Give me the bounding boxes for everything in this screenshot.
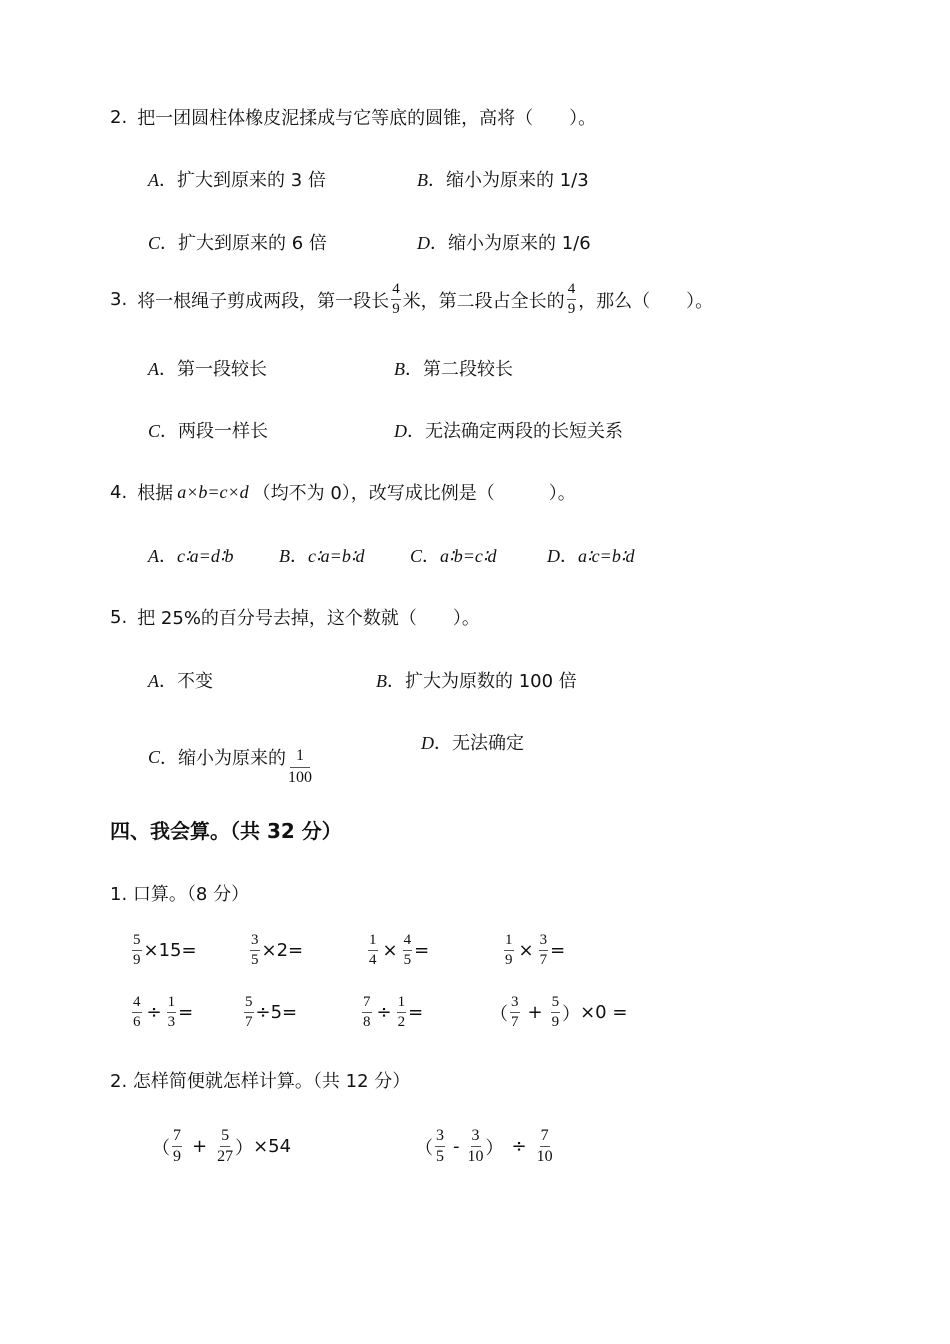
question-2 bbox=[110, 104, 596, 130]
fraction bbox=[217, 1128, 233, 1165]
numerator: 1 bbox=[167, 995, 177, 1013]
denominator: 5 bbox=[251, 952, 259, 968]
oral-item bbox=[130, 933, 197, 968]
option-text: c∶a=d∶b bbox=[177, 546, 234, 566]
subsection-title: 1. 口算。（8 分） bbox=[110, 884, 250, 905]
expression-tail: ×0 = bbox=[580, 1002, 628, 1023]
subsection-title: 2. 怎样简便就怎样计算。（共 12 分） bbox=[110, 1071, 411, 1092]
denominator: 7 bbox=[511, 1014, 519, 1030]
calc-expression-2 bbox=[415, 1128, 555, 1165]
oral-item bbox=[366, 933, 429, 968]
fraction bbox=[132, 995, 142, 1030]
denominator: 6 bbox=[133, 1014, 141, 1030]
numerator: 7 bbox=[172, 1128, 182, 1147]
denominator: 4 bbox=[369, 952, 377, 968]
numerator: 1 bbox=[368, 933, 378, 951]
fraction bbox=[391, 282, 401, 317]
question-number: 3. bbox=[110, 289, 128, 310]
question-number: 2. bbox=[110, 106, 128, 128]
question-5 bbox=[110, 604, 480, 630]
option-c[interactable]: C．a∶b=c∶d bbox=[410, 546, 497, 567]
close-paren: ） bbox=[485, 1137, 504, 1159]
denominator: 3 bbox=[167, 1014, 176, 1030]
option-letter: B bbox=[417, 170, 428, 190]
fraction bbox=[539, 933, 549, 968]
fraction bbox=[504, 933, 514, 968]
option-d[interactable]: D．a∶c=b∶d bbox=[547, 546, 635, 567]
denominator: 9 bbox=[173, 1148, 181, 1165]
fraction bbox=[167, 995, 177, 1030]
option-letter: A bbox=[148, 170, 159, 190]
fraction bbox=[403, 933, 413, 968]
operator: × bbox=[518, 940, 534, 961]
oral-item bbox=[360, 995, 423, 1030]
open-paren: （ bbox=[152, 1137, 170, 1159]
operator: ÷ bbox=[511, 1136, 527, 1157]
fraction bbox=[510, 995, 520, 1030]
expression-tail: = bbox=[178, 1002, 194, 1023]
option-b[interactable]: B．第二段较长 bbox=[394, 359, 513, 380]
option-text: 无法确定 bbox=[452, 733, 524, 754]
section-heading: 四、我会算。（共 32 分） bbox=[110, 819, 342, 843]
question-3 bbox=[110, 282, 713, 317]
question-text: （均不为 0），改写成比例是（ ）。 bbox=[252, 483, 576, 504]
option-text: 扩大到原来的 6 倍 bbox=[178, 233, 327, 254]
close-paren: ） bbox=[235, 1137, 254, 1159]
option-a[interactable]: A．c∶a=d∶b bbox=[148, 546, 234, 567]
option-letter: D bbox=[417, 233, 430, 253]
denominator: 7 bbox=[539, 952, 548, 968]
open-paren: （ bbox=[415, 1137, 433, 1159]
numerator: 1 bbox=[397, 995, 407, 1013]
fraction bbox=[132, 933, 142, 968]
question-text: 把一团圆柱体橡皮泥揉成与它等底的圆锥，高将（ ）。 bbox=[137, 108, 597, 129]
numerator: 5 bbox=[220, 1128, 230, 1147]
option-letter: A bbox=[148, 671, 159, 691]
fraction bbox=[567, 282, 577, 317]
denominator: 5 bbox=[436, 1148, 444, 1165]
option-letter: B bbox=[279, 546, 290, 566]
fraction bbox=[435, 1128, 445, 1165]
question-number: 5. bbox=[110, 606, 128, 628]
denominator: 27 bbox=[217, 1148, 234, 1165]
denominator: 9 bbox=[551, 1014, 560, 1030]
option-text: 无法确定两段的长短关系 bbox=[425, 421, 623, 442]
option-text: 缩小为原来的 bbox=[178, 748, 287, 769]
numerator: 1 bbox=[504, 933, 514, 951]
option-text: 第二段较长 bbox=[423, 359, 513, 380]
numerator: 3 bbox=[471, 1128, 481, 1147]
fraction bbox=[468, 1128, 484, 1165]
option-letter: D bbox=[394, 421, 407, 441]
close-paren: ） bbox=[562, 1003, 581, 1025]
denominator: 100 bbox=[288, 769, 313, 786]
option-letter: C bbox=[148, 746, 161, 767]
open-paren: （ bbox=[490, 1003, 508, 1025]
numerator: 3 bbox=[510, 995, 520, 1013]
denominator: 9 bbox=[133, 952, 141, 968]
denominator: 9 bbox=[567, 301, 576, 317]
operator: ÷ bbox=[146, 1002, 162, 1023]
expression-tail: ÷5= bbox=[255, 1002, 298, 1023]
question-text: 根据 bbox=[137, 483, 174, 504]
option-letter: C bbox=[410, 546, 423, 566]
numerator: 3 bbox=[435, 1128, 445, 1147]
expression-tail: = bbox=[408, 1002, 424, 1023]
option-text: 不变 bbox=[177, 671, 213, 692]
fraction bbox=[368, 933, 378, 968]
operator: - bbox=[453, 1136, 460, 1157]
option-text: 第一段较长 bbox=[177, 359, 267, 380]
option-b[interactable]: B．c∶a=b∶d bbox=[279, 546, 365, 567]
option-text: 扩大为原数的 100 倍 bbox=[405, 671, 577, 692]
denominator: 10 bbox=[536, 1148, 553, 1165]
question-text: ，那么（ ）。 bbox=[578, 290, 714, 312]
numerator: 4 bbox=[403, 933, 413, 951]
expression-tail: = bbox=[550, 940, 566, 961]
option-letter: C bbox=[148, 421, 161, 441]
option-a[interactable]: A．不变 bbox=[148, 671, 213, 692]
option-a[interactable]: A．第一段较长 bbox=[148, 359, 267, 380]
denominator: 5 bbox=[403, 952, 412, 968]
expression-tail: ×15= bbox=[143, 940, 197, 961]
numerator: 7 bbox=[540, 1128, 550, 1147]
fraction bbox=[397, 995, 407, 1030]
numerator: 7 bbox=[362, 995, 372, 1013]
fraction bbox=[244, 995, 254, 1030]
fraction bbox=[172, 1128, 182, 1165]
fraction bbox=[288, 748, 312, 786]
denominator: 8 bbox=[363, 1014, 371, 1030]
option-text: a∶b=c∶d bbox=[440, 546, 497, 566]
question-text: 将一根绳子剪成两段，第一段长 bbox=[137, 290, 390, 312]
expression-tail: = bbox=[414, 940, 430, 961]
operator: + bbox=[527, 1002, 543, 1023]
denominator: 9 bbox=[505, 952, 513, 968]
numerator: 4 bbox=[132, 995, 142, 1013]
option-text: 扩大到原来的 3 倍 bbox=[177, 170, 326, 191]
option-text: c∶a=b∶d bbox=[308, 546, 365, 566]
operator: × bbox=[382, 940, 398, 961]
denominator: 2 bbox=[397, 1014, 406, 1030]
numerator: 5 bbox=[132, 933, 142, 951]
option-letter: C bbox=[148, 233, 161, 253]
option-letter: D bbox=[547, 546, 560, 566]
formula: a×b=c×d bbox=[177, 481, 249, 502]
oral-item bbox=[502, 933, 565, 968]
option-letter: B bbox=[394, 359, 405, 379]
option-c[interactable]: C．扩大到原来的 6 倍 bbox=[148, 233, 327, 254]
option-d[interactable]: D．无法确定两段的长短关系 bbox=[394, 421, 623, 442]
fraction bbox=[551, 995, 561, 1030]
operator: ÷ bbox=[376, 1002, 392, 1023]
numerator: 4 bbox=[391, 282, 401, 300]
numerator: 3 bbox=[539, 933, 549, 951]
option-letter: B bbox=[376, 671, 387, 691]
operator: + bbox=[192, 1136, 208, 1157]
calc-expression-1 bbox=[152, 1128, 291, 1165]
numerator: 4 bbox=[567, 282, 577, 300]
oral-item bbox=[242, 995, 297, 1030]
option-text: a∶c=b∶d bbox=[578, 546, 635, 566]
numerator: 1 bbox=[290, 748, 310, 768]
numerator: 3 bbox=[250, 933, 260, 951]
fraction bbox=[250, 933, 260, 968]
question-text: 米，第二段占全长的 bbox=[402, 290, 565, 312]
option-letter: D bbox=[421, 733, 434, 753]
numerator: 5 bbox=[244, 995, 254, 1013]
question-text: 把 25%的百分号去掉，这个数就（ ）。 bbox=[137, 608, 480, 629]
option-d[interactable]: D．缩小为原来的 1/6 bbox=[417, 233, 591, 254]
option-text: 缩小为原来的 1/3 bbox=[446, 170, 589, 191]
oral-item bbox=[130, 995, 193, 1030]
fraction bbox=[537, 1128, 553, 1165]
option-c[interactable]: C ． 缩小为原来的 $\frac{1}{100}$ bbox=[148, 728, 314, 786]
fraction bbox=[362, 995, 372, 1030]
oral-item bbox=[248, 933, 303, 968]
expression-tail: ×2= bbox=[261, 940, 304, 961]
option-b[interactable]: B．缩小为原来的 1/3 bbox=[417, 170, 589, 191]
oral-item bbox=[490, 995, 627, 1030]
option-d[interactable]: D．无法确定 bbox=[421, 733, 524, 754]
question-4 bbox=[110, 479, 576, 505]
option-letter: A bbox=[148, 359, 159, 379]
denominator: 10 bbox=[467, 1148, 484, 1165]
expression-tail: ×54 bbox=[253, 1136, 292, 1157]
option-text: 两段一样长 bbox=[178, 421, 269, 442]
option-letter: A bbox=[148, 546, 159, 566]
numerator: 5 bbox=[551, 995, 561, 1013]
denominator: 7 bbox=[245, 1014, 253, 1030]
option-text: 缩小为原来的 1/6 bbox=[448, 233, 591, 254]
question-number: 4. bbox=[110, 481, 128, 503]
option-a[interactable]: A．扩大到原来的 3 倍 bbox=[148, 170, 326, 191]
denominator: 9 bbox=[392, 301, 400, 317]
option-b[interactable]: B．扩大为原数的 100 倍 bbox=[376, 671, 577, 692]
option-c[interactable]: C．两段一样长 bbox=[148, 421, 269, 442]
